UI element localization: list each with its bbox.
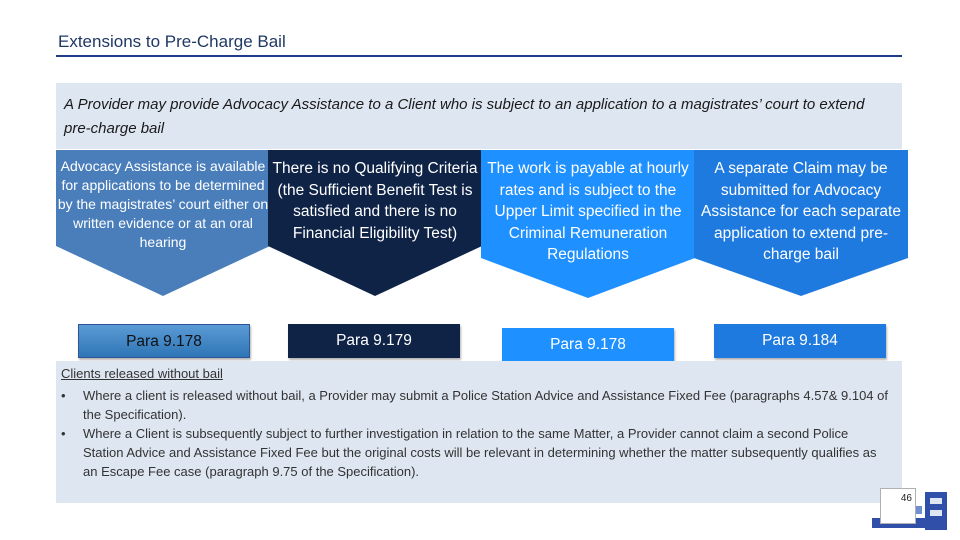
bullet-icon: •	[61, 388, 66, 403]
deco-block-2	[930, 498, 942, 504]
step-chevron-1	[56, 150, 270, 298]
bullet-icon: •	[61, 426, 66, 441]
para-ref-1: Para 9.178	[78, 324, 250, 358]
notes-heading: Clients released without bail	[61, 366, 223, 381]
para-ref-3: Para 9.178	[502, 328, 674, 362]
step-chevron-3	[481, 150, 695, 298]
list-item	[61, 386, 891, 424]
intro-panel	[56, 83, 902, 149]
note-text-2: Where a Client is subsequently subject to further investigation in relation to the same Matter, a Provider cannot claim a second Police Station Advice and Assistance Fixed Fee but the original costs will be relevant in determining whether the matter subsequently qualifies as an Escape Fee case (paragraph 9.75 of the Specification).	[83, 426, 877, 479]
deco-block-3	[930, 510, 942, 516]
step-2-text: There is no Qualifying Criteria (the Sufficient Benefit Test is satisfied and there is no Financial Eligibility Test)	[272, 160, 478, 242]
slide-title: Extensions to Pre-Charge Bail	[58, 32, 286, 51]
notes-panel	[56, 361, 902, 503]
notes-list	[61, 386, 891, 481]
page-number: 46	[880, 488, 916, 524]
step-1-text: Advocacy Assistance is available for applications to be determined by the magistrates’ court either on written evidence or at an oral hearing	[57, 158, 269, 250]
para-ref-2: Para 9.179	[288, 324, 460, 358]
step-3-text: The work is payable at hourly rates and is subject to the Upper Limit specified in the Criminal Remuneration Regulations	[487, 160, 689, 263]
step-chevron-4	[694, 150, 908, 298]
step-chevron-2	[268, 150, 482, 298]
title-underline	[56, 55, 902, 57]
step-4-text: A separate Claim may be submitted for Advocacy Assistance for each separate application to extend pre-charge bail	[701, 160, 901, 263]
list-item	[61, 424, 891, 481]
intro-text: A Provider may provide Advocacy Assistance to a Client who is subject to an application to a magistrates’ court to extend pre-charge bail	[64, 96, 865, 137]
para-ref-4: Para 9.184	[714, 324, 886, 358]
note-text-1: Where a client is released without bail, a Provider may submit a Police Station Advice and Assistance Fixed Fee (paragraphs 4.57& 9.104 of the Specification).	[83, 388, 888, 422]
